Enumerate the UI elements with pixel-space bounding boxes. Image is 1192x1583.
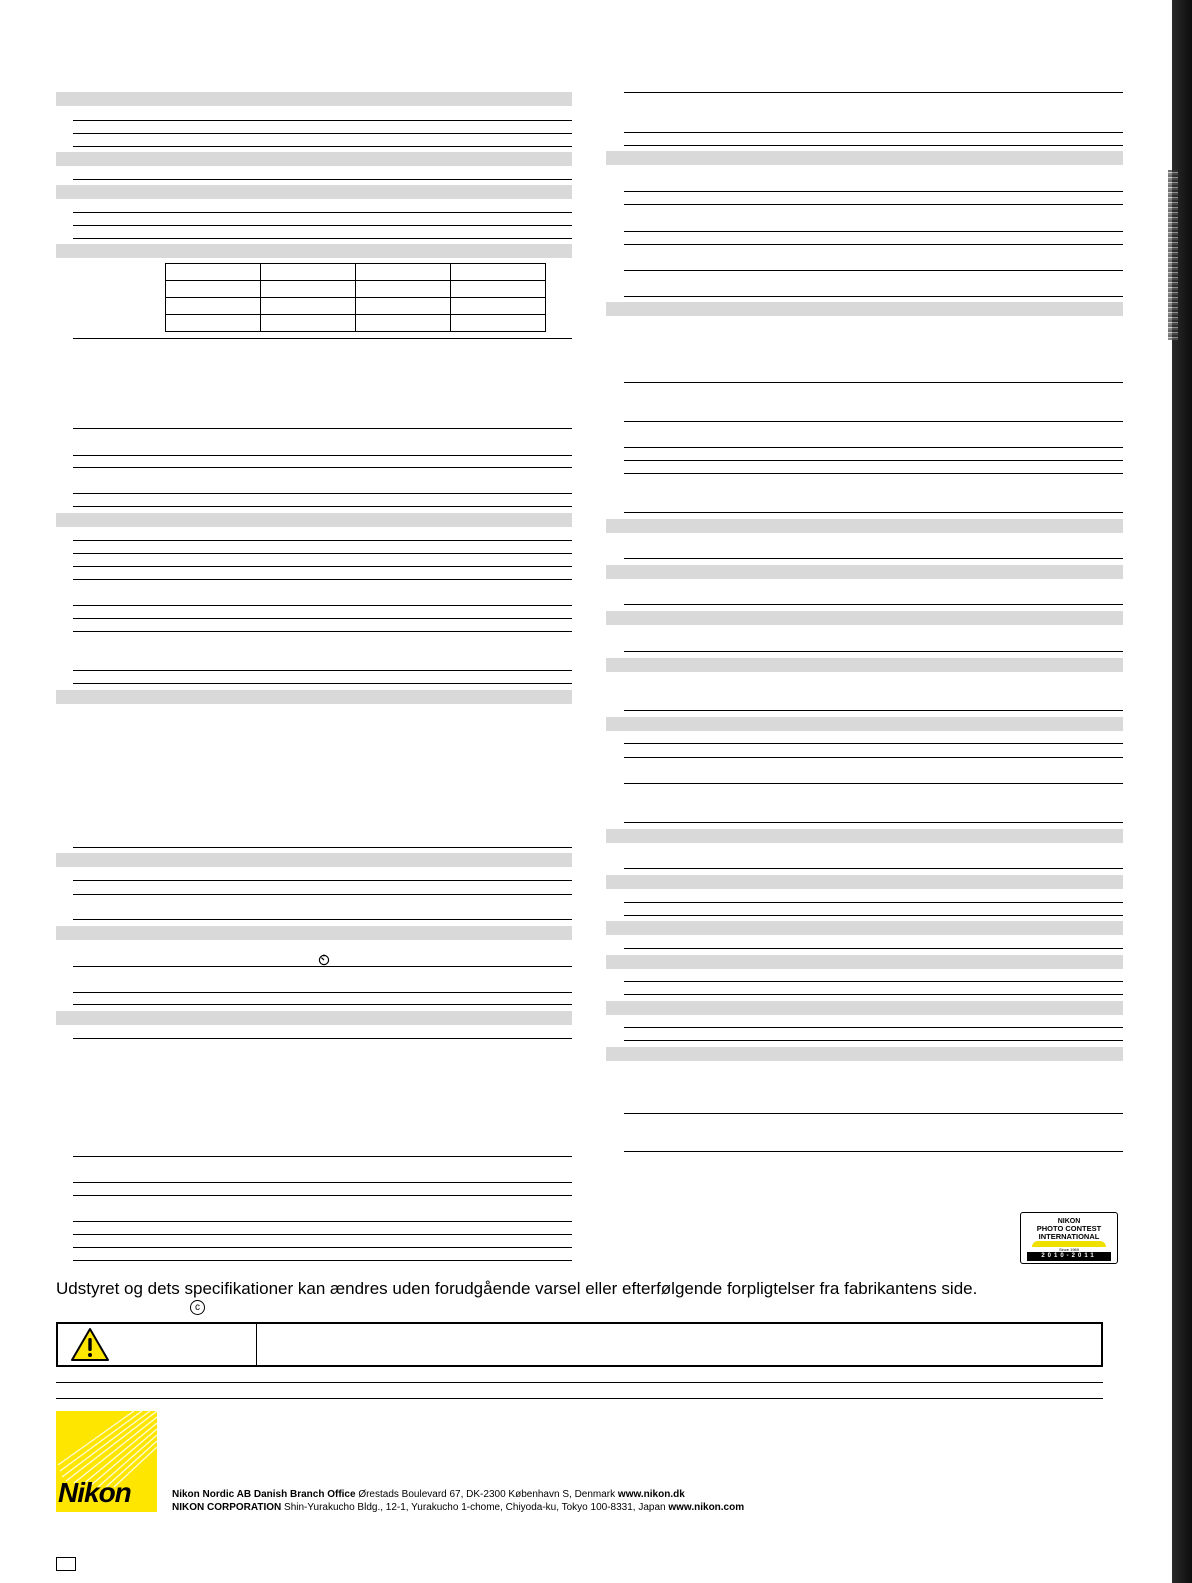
page-edge-texture — [1168, 170, 1178, 340]
row-rule — [624, 191, 1123, 192]
row-rule — [73, 1234, 572, 1235]
row-rule — [624, 948, 1123, 949]
badge-line-2: PHOTO CONTEST — [1036, 1224, 1102, 1233]
warning-icon — [70, 1327, 110, 1363]
section-band — [606, 658, 1123, 672]
section-band — [606, 1001, 1123, 1015]
company-website[interactable]: www.nikon.dk — [617, 1489, 685, 1500]
row-rule — [624, 981, 1123, 982]
company-name: NIKON CORPORATION — [172, 1502, 282, 1513]
section-band — [606, 829, 1123, 843]
row-rule — [624, 868, 1123, 869]
address-line — [172, 1489, 685, 1500]
row-rule — [73, 1247, 572, 1248]
row-rule — [624, 558, 1123, 559]
row-rule — [73, 631, 572, 632]
row-rule — [624, 244, 1123, 245]
row-rule — [624, 651, 1123, 652]
row-rule — [73, 1038, 572, 1039]
section-band — [606, 717, 1123, 731]
row-rule — [73, 338, 572, 339]
row-rule — [624, 1027, 1123, 1028]
row-rule — [624, 915, 1123, 916]
row-rule — [73, 1260, 572, 1261]
row-rule — [624, 460, 1123, 461]
row-rule — [624, 783, 1123, 784]
row-rule — [73, 605, 572, 606]
row-rule — [624, 204, 1123, 205]
row-rule — [73, 1221, 572, 1222]
row-rule — [73, 455, 572, 456]
section-band — [56, 244, 572, 258]
row-rule — [73, 847, 572, 848]
row-rule — [624, 743, 1123, 744]
section-band — [606, 875, 1123, 889]
row-rule — [73, 618, 572, 619]
row-rule — [624, 231, 1123, 232]
spec-table — [165, 263, 546, 332]
photo-contest-badge — [1020, 1212, 1118, 1264]
row-rule — [624, 473, 1123, 474]
badge-years: 2010-2011 — [1027, 1252, 1111, 1261]
row-rule — [73, 428, 572, 429]
section-band — [606, 519, 1123, 533]
company-website[interactable]: www.nikon.com — [668, 1502, 745, 1513]
row-rule — [73, 1004, 572, 1005]
row-rule — [624, 270, 1123, 271]
row-rule — [73, 1195, 572, 1196]
table-row — [166, 315, 546, 332]
row-rule — [624, 421, 1123, 422]
company-name: Nikon Nordic AB Danish Branch Office — [172, 1489, 356, 1500]
row-rule — [624, 994, 1123, 995]
section-band — [56, 690, 572, 704]
row-rule — [73, 238, 572, 239]
row-rule — [73, 670, 572, 671]
row-rule — [73, 894, 572, 895]
row-rule — [73, 566, 572, 567]
logo-wordmark: Nikon — [58, 1477, 131, 1508]
row-rule — [624, 296, 1123, 297]
row-rule — [73, 225, 572, 226]
section-band — [606, 151, 1123, 165]
section-band — [606, 1047, 1123, 1061]
nikon-logo — [56, 1411, 157, 1512]
row-rule — [73, 1182, 572, 1183]
row-rule — [73, 146, 572, 147]
row-rule — [624, 1113, 1123, 1114]
badge-line-1: NIKON — [1057, 1218, 1081, 1225]
row-rule — [73, 1156, 572, 1157]
row-rule — [73, 467, 572, 468]
section-band — [606, 565, 1123, 579]
row-rule — [624, 447, 1123, 448]
row-rule — [73, 120, 572, 121]
copyright-icon: c — [190, 1300, 205, 1315]
row-rule — [73, 506, 572, 507]
row-rule — [624, 512, 1123, 513]
row-rule — [624, 382, 1123, 383]
company-address: Shin-Yurakucho Bldg., 12-1, Yurakucho 1-chome, Chiyoda-ku, Tokyo 100-8331, Japan — [284, 1502, 666, 1513]
section-band — [606, 302, 1123, 316]
section-band — [56, 513, 572, 527]
section-band — [56, 185, 572, 199]
row-rule — [624, 902, 1123, 903]
row-rule — [624, 710, 1123, 711]
row-rule — [73, 683, 572, 684]
row-rule — [73, 212, 572, 213]
row-rule — [624, 604, 1123, 605]
table-row — [166, 264, 546, 281]
row-rule — [624, 757, 1123, 758]
language-box — [56, 1557, 76, 1571]
section-band — [56, 853, 572, 867]
row-rule — [73, 579, 572, 580]
footer-rule — [56, 1398, 1103, 1399]
row-rule — [73, 919, 572, 920]
row-rule — [73, 493, 572, 494]
row-rule — [73, 179, 572, 180]
row-rule — [73, 966, 572, 967]
row-rule — [73, 553, 572, 554]
self-timer-icon — [318, 954, 330, 966]
row-rule — [73, 992, 572, 993]
disclaimer-text: Udstyret og dets specifikationer kan ændres uden forudgående varsel eller efterfølgende forpligtelser fra fabrikantens side. — [56, 1279, 978, 1298]
section-band — [56, 926, 572, 940]
section-band — [606, 611, 1123, 625]
row-rule — [624, 1151, 1123, 1152]
row-rule — [624, 145, 1123, 146]
row-rule — [624, 822, 1123, 823]
section-band — [606, 921, 1123, 935]
company-address: Ørestads Boulevard 67, DK-2300 København S, Denmark — [358, 1489, 616, 1500]
footer-rule — [56, 1382, 1103, 1383]
row-rule — [624, 1040, 1123, 1041]
section-band — [606, 955, 1123, 969]
row-rule — [624, 132, 1123, 133]
row-rule — [73, 540, 572, 541]
section-band — [56, 1011, 572, 1025]
section-band — [56, 92, 572, 106]
warning-box — [56, 1322, 1103, 1367]
section-band — [56, 152, 572, 166]
address-line — [172, 1502, 744, 1513]
row-rule — [73, 880, 572, 881]
row-rule — [624, 92, 1123, 93]
badge-line-3: INTERNATIONAL — [1038, 1232, 1100, 1241]
row-rule — [73, 133, 572, 134]
warning-divider — [256, 1324, 257, 1365]
table-row — [166, 298, 546, 315]
table-row — [166, 281, 546, 298]
badge-since: Since 1969 — [1058, 1247, 1079, 1252]
